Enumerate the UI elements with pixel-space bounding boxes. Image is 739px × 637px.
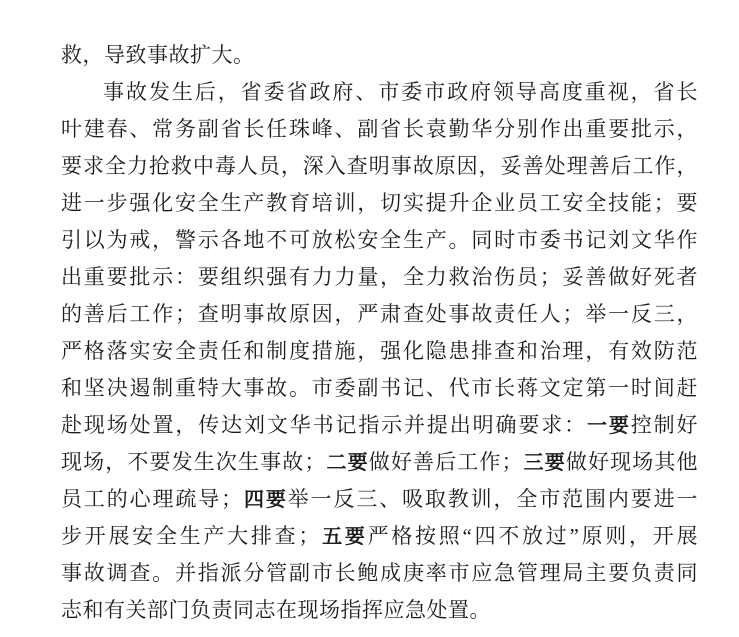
text-segment: 救，导致事故扩大。 <box>61 43 255 67</box>
text-segment: 步开展安全生产大排查； <box>61 524 320 548</box>
text-block <box>61 37 698 629</box>
bold-emphasis: 一要 <box>587 415 631 437</box>
text-segment: 事故发生后，省委省政府、市委市政府领导高度重视，省长 <box>103 80 698 104</box>
text-line <box>61 148 698 185</box>
text-segment: 赴现场处置，传达刘文华书记指示并提出明确要求： <box>61 413 588 437</box>
text-segment: 志和有关部门负责同志在现场指挥应急处置。 <box>61 598 491 622</box>
bold-emphasis: 四要 <box>242 489 288 511</box>
text-line <box>61 222 698 259</box>
text-line <box>61 555 698 592</box>
text-line <box>61 518 698 555</box>
text-segment: 举一反三、吸取教训，全市范围内要进一 <box>287 487 699 511</box>
bold-emphasis: 五要 <box>319 526 368 548</box>
text-segment: 员工的心理疏导； <box>61 487 243 511</box>
text-segment: 事故调查。并指派分管副市长鲍成庚率市应急管理局主要负责同 <box>61 561 698 585</box>
text-segment: 引以为戒，警示各地不可放松安全生产。同时市委书记刘文华作 <box>61 228 698 252</box>
text-segment: 叶建春、常务副省长任珠峰、副省长袁勤华分别作出重要批示， <box>61 117 698 141</box>
bold-emphasis: 三要 <box>523 452 566 474</box>
text-segment: 严格按照“四不放过”原则，开展 <box>367 524 699 548</box>
text-segment: 严格落实安全责任和制度措施，强化隐患排查和治理，有效防范 <box>61 339 698 363</box>
text-segment: 要求全力抢救中毒人员，深入查明事故原因，妥善处理善后工作， <box>61 154 698 178</box>
text-line <box>61 444 698 481</box>
text-line <box>61 407 698 444</box>
text-segment: 做好现场其他 <box>565 450 698 474</box>
text-line <box>61 370 698 407</box>
text-line <box>61 333 698 370</box>
text-segment: 和坚决遏制重特大事故。市委副书记、代市长蒋文定第一时间赶 <box>61 376 698 400</box>
text-line <box>61 185 698 222</box>
text-segment: 出重要批示：要组织强有力力量，全力救治伤员；妥善做好死者 <box>61 265 698 289</box>
text-line <box>61 74 698 111</box>
text-line <box>61 259 698 296</box>
bold-emphasis: 二要 <box>325 452 369 474</box>
text-line <box>61 37 698 74</box>
text-line <box>61 111 698 148</box>
text-segment: 做好善后工作； <box>368 450 523 474</box>
text-line <box>61 592 698 629</box>
text-segment: 进一步强化安全生产教育培训，切实提升企业员工安全技能；要 <box>61 191 698 215</box>
text-line <box>61 481 698 518</box>
text-segment: 现场，不要发生次生事故； <box>61 450 326 474</box>
text-segment: 控制好 <box>630 413 699 437</box>
text-segment: 的善后工作；查明事故原因，严肃查处事故责任人；举一反三， <box>61 302 698 326</box>
text-line <box>61 296 698 333</box>
